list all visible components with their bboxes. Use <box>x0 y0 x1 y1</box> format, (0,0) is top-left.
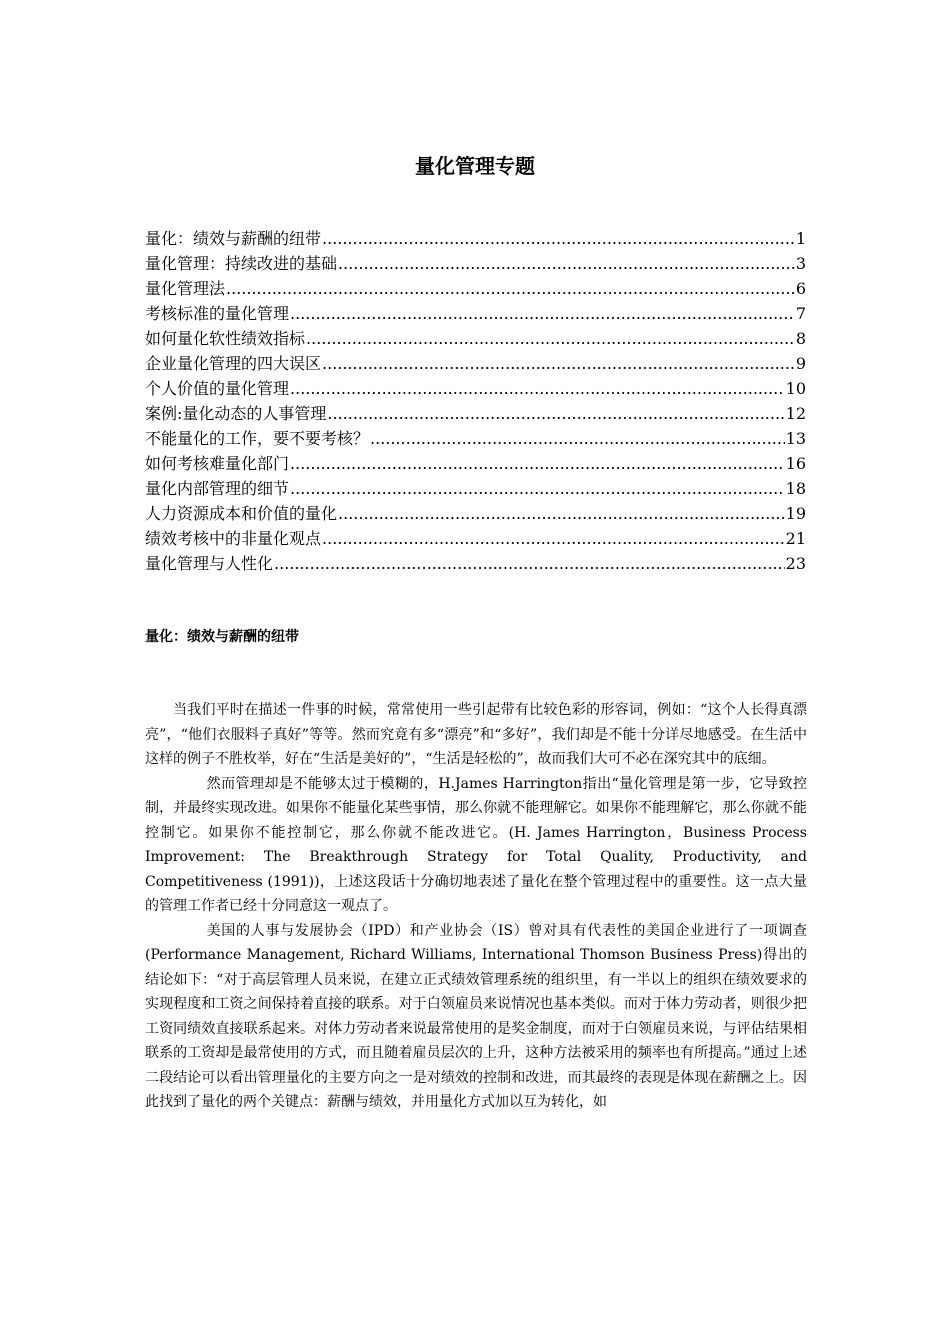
toc-leader-dots <box>274 551 785 576</box>
toc-entry[interactable] <box>145 376 806 401</box>
toc-entry-label: 如何量化软性绩效指标 <box>145 329 306 348</box>
toc-entry-page: 19 <box>785 504 806 523</box>
toc-entry-label: 人力资源成本和价值的量化 <box>145 504 338 523</box>
toc-entry-label: 个人价值的量化管理 <box>145 379 290 398</box>
toc-entry[interactable] <box>145 251 806 276</box>
section-heading: 量化：绩效与薪酬的纽带 <box>145 629 299 645</box>
paragraph: 美国的人事与发展协会（IPD）和产业协会（IS）曾对具有代表性的美国企业进行了一项调查(Performance Management, Richard Williams, International Thomson Business Press)得出的结论如下：“对于高层管理人员来说，在建立正式绩效管理系统的组织里，有一半以上的组织在绩效要求的实现程度和工资之间保持着直接的联系。对于白领雇员来说情况也基本类似。而对于体力劳动者，则很少把工资同绩效直接联系起来。对体力劳动者来说最常使用的是奖金制度，而对于白领雇员来说，与评估结果相联系的工资却是最常使用的方式，而且随着雇员层次的上升，这种方法被采用的频率也有所提高。”通过上述二段结论可以看出管理量化的主要方向之一是对绩效的控制和改进，而其最终的表现是体现在薪酬之上。因此找到了量化的两个关键点：薪酬与绩效，并用量化方式加以互为转化，如 <box>145 922 807 1110</box>
toc-entry[interactable] <box>145 501 806 526</box>
toc-entry-label: 案例:量化动态的人事管理 <box>145 404 327 423</box>
toc-entry-page: 8 <box>795 329 806 348</box>
document-title: 量化管理专题 <box>415 154 535 178</box>
toc-entry-page: 7 <box>795 304 806 323</box>
toc-entry[interactable] <box>145 401 806 426</box>
toc-entry-label: 企业量化管理的四大误区 <box>145 354 322 373</box>
toc-entry[interactable] <box>145 301 806 326</box>
toc-entry[interactable] <box>145 551 806 576</box>
toc-entry-page: 1 <box>795 229 806 248</box>
paragraph: 当我们平时在描述一件事的时候，常常使用一些引起带有比较色彩的形容词，例如：“这个人长得真漂亮”，“他们衣服料子真好”等等。然而究竟有多“漂亮”和“多好”，我们却是不能十分详尽地感受。在生活中这样的例子不胜枚举，好在“生活是美好的”，“生活是轻松的”，故而我们大可不必在深究其中的底细。 <box>145 702 807 767</box>
toc-entry-label: 如何考核难量化部门 <box>145 454 290 473</box>
toc-leader-dots <box>322 351 795 376</box>
toc-leader-dots <box>226 276 795 301</box>
toc-leader-dots <box>322 226 795 251</box>
toc-entry-label: 量化：绩效与薪酬的纽带 <box>145 229 322 248</box>
toc-leader-dots <box>306 326 795 351</box>
toc-entry-label: 量化管理法 <box>145 279 226 298</box>
toc-entry-page: 16 <box>785 454 806 473</box>
body-text <box>145 698 807 1115</box>
toc-entry-page: 6 <box>795 279 806 298</box>
toc-entry[interactable] <box>145 226 806 251</box>
toc-leader-dots <box>338 501 785 526</box>
toc-leader-dots <box>290 451 785 476</box>
toc-leader-dots <box>322 526 785 551</box>
toc-entry-page: 18 <box>785 479 806 498</box>
toc-entry[interactable] <box>145 426 806 451</box>
toc-entry-page: 12 <box>785 404 806 423</box>
toc-entry-page: 9 <box>795 354 806 373</box>
toc-entry-page: 10 <box>785 379 806 398</box>
toc-leader-dots <box>290 376 785 401</box>
toc-entry-page: 13 <box>785 429 806 448</box>
toc-entry-label: 不能量化的工作，要不要考核？ <box>145 429 370 448</box>
toc-entry-page: 23 <box>785 554 806 573</box>
paragraph: 然而管理却是不能够太过于模糊的，H.James Harrington指出“量化管理是第一步，它导致控制，并最终实现改进。如果你不能量化某些事情，那么你就不能理解它。如果你不能理解它，那么你就不能控制它。如果你不能控制它，那么你就不能改进它。(H. James Harrington，Business Process Improvement: The Breakthrough Strategy for Total Quality, Productivity, and Competitiveness (1991))，上述这段话十分确切地表述了量化在整个管理过程中的重要性。这一点大量的管理工作者已经十分同意这一观点了。 <box>145 775 807 914</box>
toc-entry-label: 量化管理：持续改进的基础 <box>145 254 338 273</box>
toc-entry[interactable] <box>145 476 806 501</box>
toc-entry-label: 量化管理与人性化 <box>145 554 274 573</box>
toc-leader-dots <box>338 251 795 276</box>
toc-entry-page: 21 <box>785 529 806 548</box>
toc-entry-label: 量化内部管理的细节 <box>145 479 290 498</box>
toc-entry[interactable] <box>145 351 806 376</box>
toc-entry-label: 考核标准的量化管理 <box>145 304 290 323</box>
toc-leader-dots <box>327 401 784 426</box>
toc-entry[interactable] <box>145 526 806 551</box>
toc-leader-dots <box>290 476 785 501</box>
toc-leader-dots <box>290 301 795 326</box>
toc-entry-page: 3 <box>795 254 806 273</box>
toc-entry[interactable] <box>145 276 806 301</box>
table-of-contents <box>145 226 806 576</box>
toc-entry-label: 绩效考核中的非量化观点 <box>145 529 322 548</box>
toc-entry[interactable] <box>145 451 806 476</box>
toc-entry[interactable] <box>145 326 806 351</box>
toc-leader-dots <box>370 426 785 451</box>
